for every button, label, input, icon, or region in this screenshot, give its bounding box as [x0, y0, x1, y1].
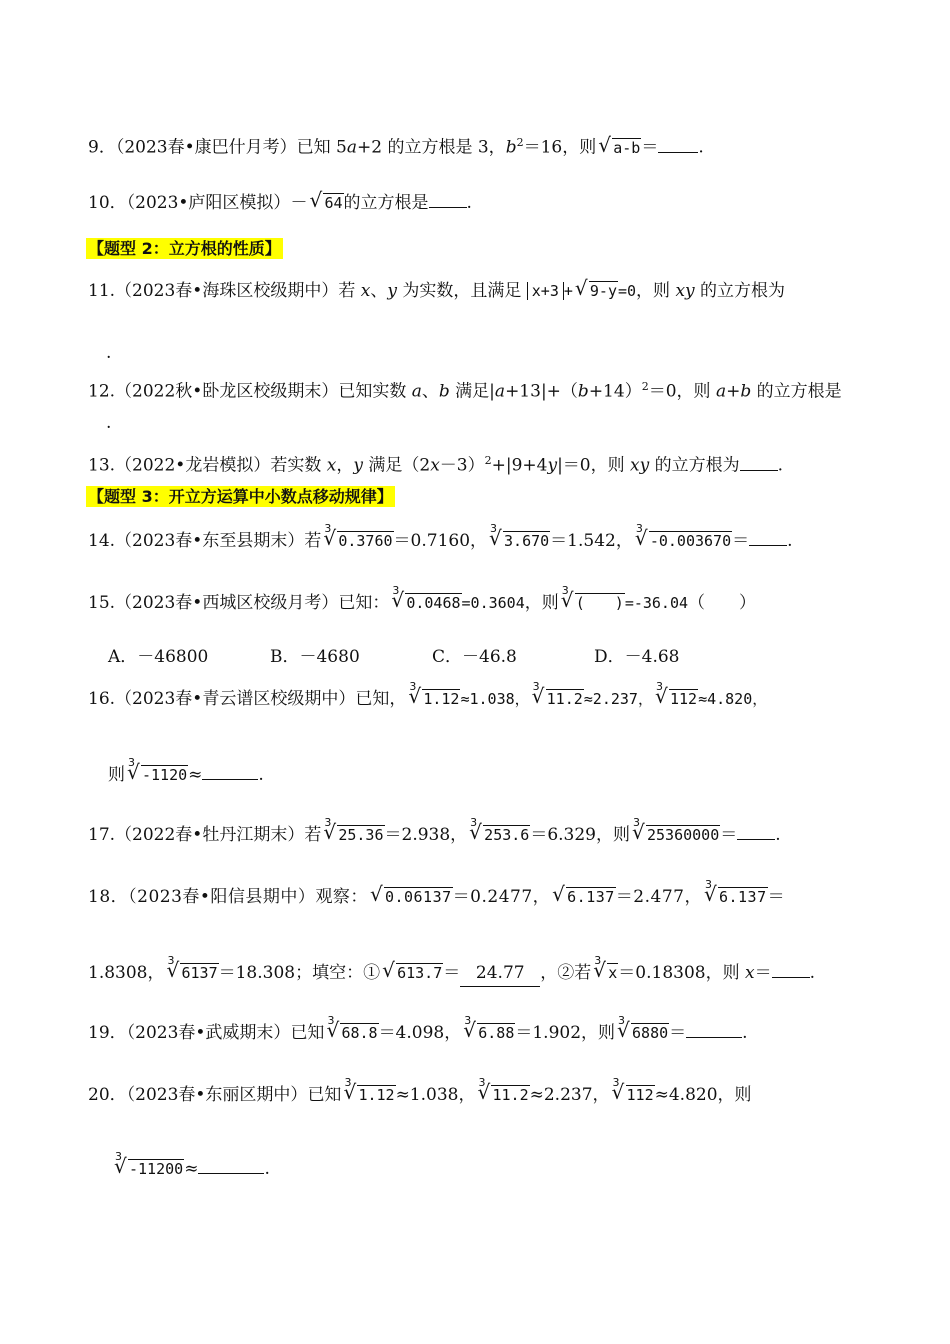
option-a[interactable]: A．－46800	[108, 647, 209, 667]
question-11-blank: .	[106, 343, 112, 363]
answer-blank	[429, 191, 467, 208]
cbrt-68.8: √ 3 68.8	[326, 1020, 378, 1046]
cbrt-1.12: √ 3 1.12	[408, 686, 460, 712]
answer-blank	[658, 136, 698, 153]
question-20: 20．（2023春•东丽区期中）已知 √ 3 1.12≈1.038， √ 3 11.2≈2.237， √ 3 112≈4.820，则	[88, 1082, 752, 1108]
question-15: 15.（2023春•西城区校级月考）已知： √ 3 0.0468=0.3604，则 √ 3 ( )=-36.04（ ）	[88, 590, 756, 616]
cbrt-11.2: √ 3 11.2	[477, 1082, 529, 1108]
option-b[interactable]: B．－4680	[270, 647, 360, 667]
answer-blank	[686, 1021, 742, 1038]
option-c[interactable]: C．－46.8	[432, 647, 517, 667]
sqrt-613.7: √ 613.7	[382, 960, 443, 986]
answer-blank	[202, 763, 258, 780]
question-16: 16.（2023春•青云谱区校级期中）已知， √ 3 1.12≈1.038， √ 3 11.2≈2.237， √ 3 112≈4.820，	[88, 686, 767, 712]
sqrt-64: √ 64	[309, 190, 343, 216]
cbrt-112: √ 3 112	[612, 1082, 655, 1108]
cbrt-6.137: √ 3 6.137	[704, 884, 768, 910]
question-17: 17.（2022春•牡丹江期末）若 √ 3 25.36＝2.938， √ 3 253.6＝6.329，则 √ 3 25360000＝ .	[88, 822, 781, 848]
cbrt-253.6: √ 3 253.6	[469, 822, 530, 848]
question-12: 12.（2022秋•卧龙区校级期末）已知实数 a、b 满足$|a+13|+(b+14)^2=0$，则 a+b 的立方根是	[88, 380, 842, 402]
cbrt-6137: √ 3 6137	[166, 960, 218, 986]
question-12-blank: .	[106, 413, 112, 433]
sqrt-9-y: √ 9-y	[575, 278, 618, 304]
question-19: 19．（2023春•武威期末）已知 √ 3 68.8＝4.098， √ 3 6.88＝1.902，则 √ 3 6880＝ .	[88, 1020, 748, 1046]
cbrt-neg-1120: √ 3 -1120	[127, 762, 188, 788]
cbrt-112: √ 3 112	[655, 686, 698, 712]
section-heading-2: 【题型 2：立方根的性质】	[88, 239, 281, 258]
cbrt-6880: √ 3 6880	[617, 1020, 669, 1046]
question-14: 14.（2023春•东至县期末）若 √ 3 0.3760＝0.7160， √ 3 3.670＝1.542， √ 3 -0.003670＝ .	[88, 528, 793, 554]
filled-answer: 24.77	[460, 960, 540, 987]
cbrt-neg-0.003670: √ 3 -0.003670	[635, 528, 732, 554]
answer-blank	[749, 529, 787, 546]
cbrt-x: √ 3 x	[593, 960, 618, 986]
question-15-options	[108, 644, 756, 670]
cbrt-11.2: √ 3 11.2	[532, 686, 584, 712]
answer-blank	[198, 1157, 264, 1174]
question-9: 9．（2023春•康巴什月考）已知 5a+2 的立方根是 3，$b^2=16$，则√ a-b＝ .	[88, 130, 704, 161]
question-13: 13.（2022•龙岩模拟）若实数 x，y 满足$(2x-3)^2+|9+4y|=0$，则 xy 的立方根为 .	[88, 454, 784, 476]
cbrt-25360000: √ 3 25360000	[632, 822, 720, 848]
sqrt-0.06137: √ 0.06137	[370, 884, 453, 910]
cbrt-0.0468: √ 3 0.0468	[391, 590, 461, 616]
answer-blank	[740, 454, 778, 471]
question-20-line2: √ 3 -11200≈ .	[112, 1156, 270, 1182]
answer-blank	[772, 961, 810, 978]
section-heading-3: 【题型 3：开立方运算中小数点移动规律】	[88, 487, 393, 506]
cbrt-unknown: √ 3 ( )	[561, 590, 625, 616]
cbrt-25.36: √ 3 25.36	[323, 822, 384, 848]
sqrt-6.137: √ 6.137	[552, 884, 616, 910]
sqrt-a-b: √ a-b	[598, 135, 641, 161]
option-d[interactable]: D．－4.68	[594, 647, 680, 667]
cbrt-0.3760: √ 3 0.3760	[323, 528, 393, 554]
abs-value: x+3	[527, 282, 564, 300]
question-11: 11.（2023春•海珠区校级期中）若 x、y 为实数，且满足 x+3 +√ 9-y=0，则 xy 的立方根为	[88, 278, 785, 304]
cbrt-6.88: √ 3 6.88	[463, 1020, 515, 1046]
question-16-line2: 则 √ 3 -1120≈ .	[108, 762, 264, 788]
cbrt-neg-11200: √ 3 -11200	[114, 1156, 184, 1182]
cbrt-1.12: √ 3 1.12	[343, 1082, 395, 1108]
question-10: 10．（2023•庐阳区模拟）－√ 64的立方根是 .	[88, 190, 472, 216]
answer-blank	[737, 823, 775, 840]
cbrt-3.670: √ 3 3.670	[489, 528, 550, 554]
question-18: 18．（2023春•阳信县期中）观察：√ 0.06137＝0.2477，√ 6.137＝2.477， √ 3 6.137＝	[88, 884, 785, 910]
question-18-line2: 1.8308， √ 3 6137＝18.308；填空：①√ 613.7＝ 24.77 ，②若 √ 3 x＝0.18308，则 x＝ .	[88, 960, 815, 987]
